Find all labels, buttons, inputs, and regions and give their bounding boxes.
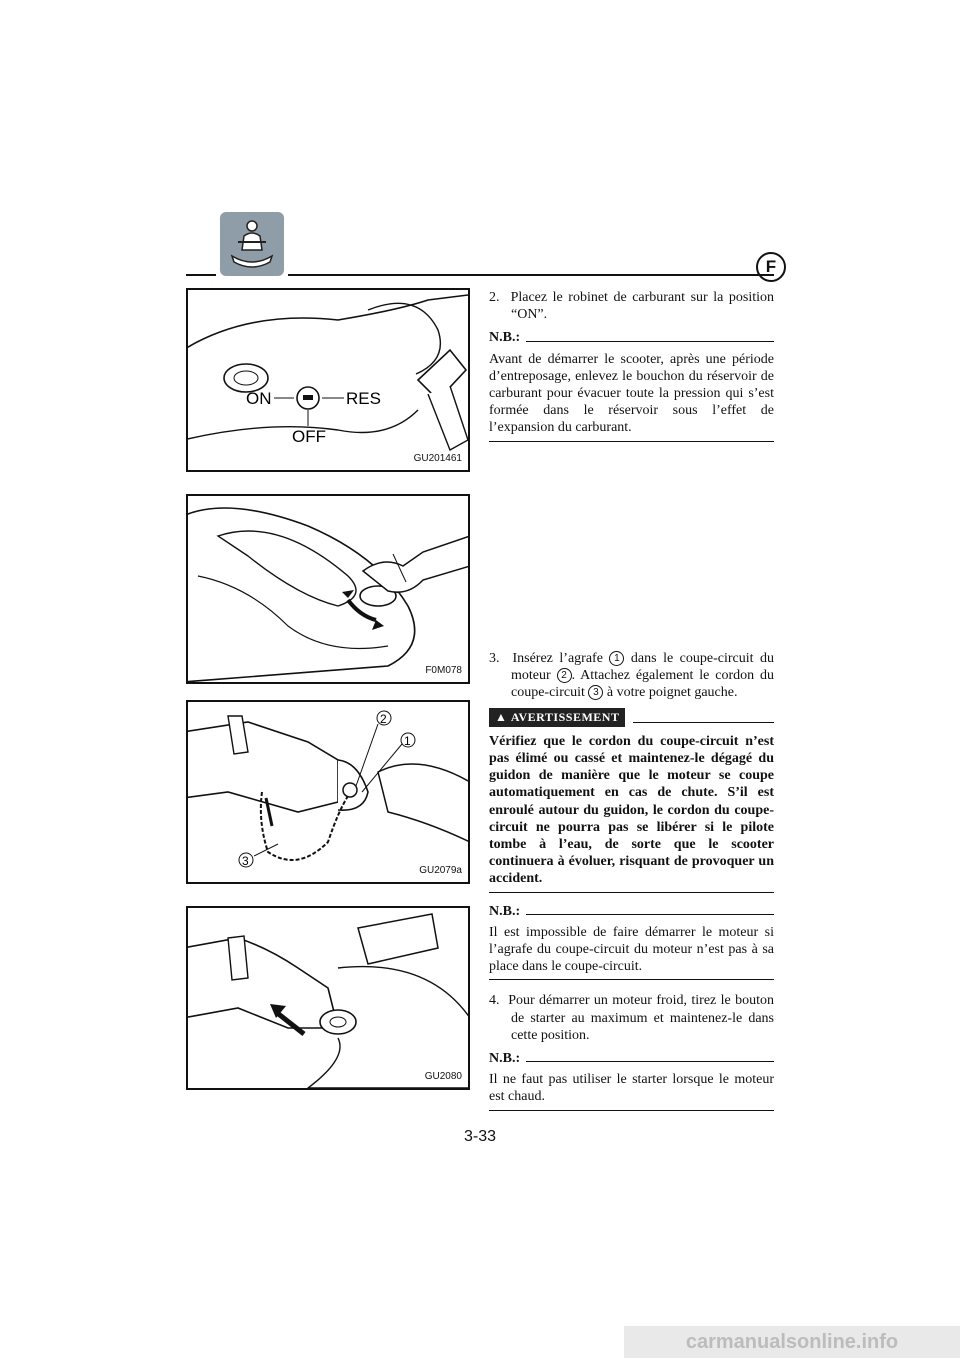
figure-fuel-cap xyxy=(186,494,470,684)
nb-end-rule xyxy=(489,979,774,980)
step-2 xyxy=(489,289,774,323)
nb-label: N.B.: xyxy=(489,903,521,919)
fuel-cap-illustration xyxy=(188,496,468,682)
watermark-link[interactable]: carmanualsonline.info xyxy=(624,1326,960,1358)
warning-text: Vérifiez que le cordon du coupe-circuit n’est pas élimé ou cassé et maintenez-le dégagé du guidon de manière que le moteur se coupe automatiquement en cas de chute. S’il est enroulé autour du guidon, le cordon du coupe-circuit ne pourra pas se libérer si le pilote tombe à l’eau, de sorte que le scooter continuera à évoluer, risquant de provoquer un accident. xyxy=(489,733,774,887)
figure-caption: GU201461 xyxy=(413,453,462,464)
callout-2: 2 xyxy=(380,712,387,726)
page-number: 3-33 xyxy=(463,1128,497,1145)
warning-end-rule xyxy=(489,892,774,893)
figure-fuel-valve xyxy=(186,288,470,472)
label-off: OFF xyxy=(292,427,326,446)
step-text: Pour démarrer un moteur froid, tirez le bouton de starter au maximum et maintenez-le dans cette position. xyxy=(508,993,774,1043)
nb-heading xyxy=(489,1050,774,1067)
step-text-part: Insérez l’agrafe xyxy=(512,651,603,666)
label-res: RES xyxy=(346,389,381,408)
step-number: 4. xyxy=(489,993,500,1009)
step-text-part: à votre poignet gauche. xyxy=(606,685,738,701)
warning-heading xyxy=(489,708,774,727)
callout-1: 1 xyxy=(404,734,411,748)
label-on: ON xyxy=(246,389,272,408)
step-number: 3. xyxy=(489,651,500,666)
figure-caption: GU2079a xyxy=(419,865,462,876)
step-3-block xyxy=(489,650,774,1111)
header-rule-left xyxy=(186,274,216,276)
figure-caption: GU2080 xyxy=(424,1071,462,1082)
step-text-part: dans le coupe-circuit du moteur xyxy=(511,651,775,684)
step-4 xyxy=(489,992,774,1044)
step-2-block xyxy=(489,289,774,442)
warning-label xyxy=(489,708,625,727)
warning-icon: ▲ xyxy=(495,709,508,724)
watercraft-icon xyxy=(220,212,284,276)
figure-choke-knob xyxy=(186,906,470,1090)
fuel-valve-illustration xyxy=(188,290,468,470)
step-number: 2. xyxy=(489,290,500,305)
callout-ref-2: 2 xyxy=(557,668,572,683)
nb-text: Il ne faut pas utiliser le starter lorsque le moteur est chaud. xyxy=(489,1072,774,1105)
nb-heading xyxy=(489,329,774,346)
nb-label: N.B.: xyxy=(489,1051,521,1067)
language-badge: F xyxy=(756,252,786,282)
step-text-part: . Attachez également le cordon du coupe-circuit xyxy=(511,668,775,701)
warning-label-text: AVERTISSEMENT xyxy=(510,709,620,724)
choke-knob-illustration xyxy=(188,908,468,1088)
header-rule-right xyxy=(288,274,774,276)
callout-ref-1: 1 xyxy=(609,651,624,666)
figure-caption: F0M078 xyxy=(425,665,462,676)
nb-end-rule xyxy=(489,1110,774,1111)
callout-ref-3: 3 xyxy=(588,685,603,700)
callout-3: 3 xyxy=(242,854,249,868)
nb-end-rule xyxy=(489,441,774,442)
nb-text: Avant de démarrer le scooter, après une période d’entreposage, enlevez le bouchon du réservoir de carburant pour évacuer toute la pression qui s’est formée dans le réservoir sous l’effet de l’expansion du carburant. xyxy=(489,351,774,436)
nb-label: N.B.: xyxy=(489,330,521,346)
step-text: Placez le robinet de carburant sur la position “ON”. xyxy=(510,290,774,323)
cutoff-lanyard-illustration xyxy=(188,702,468,882)
step-3 xyxy=(489,650,774,702)
nb-text: Il est impossible de faire démarrer le moteur si l’agrafe du coupe-circuit du moteur n’est pas à sa place dans le coupe-circuit. xyxy=(489,924,774,975)
nb-heading xyxy=(489,903,774,920)
figure-cutoff-lanyard xyxy=(186,700,470,884)
